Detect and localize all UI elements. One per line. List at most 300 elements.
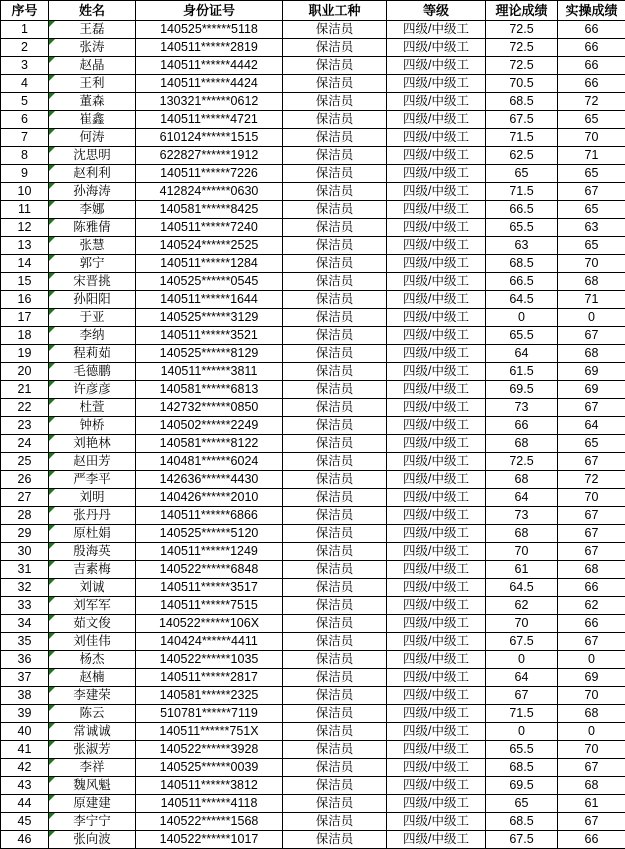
cell-name: 殷海英 bbox=[49, 543, 136, 561]
cell-occupation: 保洁员 bbox=[283, 399, 387, 417]
cell-practical-score: 67 bbox=[558, 525, 625, 543]
cell-name: 崔鑫 bbox=[49, 111, 136, 129]
cell-theory-score: 64.5 bbox=[486, 579, 558, 597]
cell-index: 42 bbox=[1, 759, 49, 777]
cell-theory-score: 65.5 bbox=[486, 219, 558, 237]
cell-id-number: 140525******5120 bbox=[136, 525, 283, 543]
cell-occupation: 保洁员 bbox=[283, 669, 387, 687]
cell-index: 16 bbox=[1, 291, 49, 309]
cell-name: 张向波 bbox=[49, 831, 136, 849]
cell-level: 四级/中级工 bbox=[387, 183, 486, 201]
table-header-row bbox=[1, 1, 625, 21]
cell-occupation: 保洁员 bbox=[283, 723, 387, 741]
table-row bbox=[1, 489, 625, 507]
cell-level: 四级/中级工 bbox=[387, 39, 486, 57]
cell-occupation: 保洁员 bbox=[283, 615, 387, 633]
cell-occupation: 保洁员 bbox=[283, 759, 387, 777]
header-id-number: 身份证号 bbox=[136, 1, 283, 21]
cell-level: 四级/中级工 bbox=[387, 21, 486, 39]
table-row bbox=[1, 273, 625, 291]
cell-theory-score: 70 bbox=[486, 543, 558, 561]
cell-theory-score: 70 bbox=[486, 615, 558, 633]
cell-occupation: 保洁员 bbox=[283, 417, 387, 435]
cell-name: 郭宁 bbox=[49, 255, 136, 273]
cell-name: 吉素梅 bbox=[49, 561, 136, 579]
header-name: 姓名 bbox=[49, 1, 136, 21]
cell-theory-score: 65.5 bbox=[486, 327, 558, 345]
cell-practical-score: 68 bbox=[558, 273, 625, 291]
cell-index: 45 bbox=[1, 813, 49, 831]
cell-level: 四级/中级工 bbox=[387, 651, 486, 669]
cell-index: 4 bbox=[1, 75, 49, 93]
cell-index: 12 bbox=[1, 219, 49, 237]
cell-id-number: 140581******6813 bbox=[136, 381, 283, 399]
table-row bbox=[1, 831, 625, 849]
cell-occupation: 保洁员 bbox=[283, 111, 387, 129]
cell-level: 四级/中级工 bbox=[387, 111, 486, 129]
cell-index: 34 bbox=[1, 615, 49, 633]
table-row bbox=[1, 219, 625, 237]
cell-name: 魏风魁 bbox=[49, 777, 136, 795]
cell-practical-score: 66 bbox=[558, 57, 625, 75]
cell-index: 3 bbox=[1, 57, 49, 75]
cell-level: 四级/中级工 bbox=[387, 237, 486, 255]
cell-occupation: 保洁员 bbox=[283, 471, 387, 489]
cell-id-number: 140511******7226 bbox=[136, 165, 283, 183]
cell-practical-score: 72 bbox=[558, 93, 625, 111]
cell-practical-score: 66 bbox=[558, 21, 625, 39]
cell-occupation: 保洁员 bbox=[283, 831, 387, 849]
table-row bbox=[1, 165, 625, 183]
table-row bbox=[1, 705, 625, 723]
cell-index: 28 bbox=[1, 507, 49, 525]
cell-occupation: 保洁员 bbox=[283, 57, 387, 75]
cell-index: 9 bbox=[1, 165, 49, 183]
cell-id-number: 140511******4424 bbox=[136, 75, 283, 93]
cell-level: 四级/中级工 bbox=[387, 579, 486, 597]
cell-id-number: 622827******1912 bbox=[136, 147, 283, 165]
cell-name: 毛德鹏 bbox=[49, 363, 136, 381]
cell-theory-score: 73 bbox=[486, 507, 558, 525]
cell-practical-score: 64 bbox=[558, 417, 625, 435]
cell-occupation: 保洁员 bbox=[283, 507, 387, 525]
cell-level: 四级/中级工 bbox=[387, 687, 486, 705]
cell-theory-score: 68 bbox=[486, 471, 558, 489]
cell-occupation: 保洁员 bbox=[283, 165, 387, 183]
table-body bbox=[1, 21, 625, 849]
cell-level: 四级/中级工 bbox=[387, 597, 486, 615]
cell-theory-score: 71.5 bbox=[486, 183, 558, 201]
cell-theory-score: 68.5 bbox=[486, 93, 558, 111]
cell-index: 21 bbox=[1, 381, 49, 399]
cell-index: 5 bbox=[1, 93, 49, 111]
cell-practical-score: 66 bbox=[558, 39, 625, 57]
cell-practical-score: 0 bbox=[558, 723, 625, 741]
cell-level: 四级/中级工 bbox=[387, 273, 486, 291]
cell-occupation: 保洁员 bbox=[283, 183, 387, 201]
cell-name: 孙海涛 bbox=[49, 183, 136, 201]
cell-index: 10 bbox=[1, 183, 49, 201]
header-occupation: 职业工种 bbox=[283, 1, 387, 21]
cell-index: 18 bbox=[1, 327, 49, 345]
cell-practical-score: 67 bbox=[558, 399, 625, 417]
cell-practical-score: 67 bbox=[558, 813, 625, 831]
cell-level: 四级/中级工 bbox=[387, 615, 486, 633]
cell-id-number: 610124******1515 bbox=[136, 129, 283, 147]
cell-index: 24 bbox=[1, 435, 49, 453]
cell-name: 刘艳林 bbox=[49, 435, 136, 453]
cell-theory-score: 61.5 bbox=[486, 363, 558, 381]
cell-index: 2 bbox=[1, 39, 49, 57]
cell-theory-score: 69.5 bbox=[486, 381, 558, 399]
cell-theory-score: 0 bbox=[486, 309, 558, 327]
cell-occupation: 保洁员 bbox=[283, 129, 387, 147]
cell-id-number: 140522******1035 bbox=[136, 651, 283, 669]
cell-practical-score: 70 bbox=[558, 129, 625, 147]
cell-index: 39 bbox=[1, 705, 49, 723]
cell-name: 杨杰 bbox=[49, 651, 136, 669]
cell-practical-score: 67 bbox=[558, 183, 625, 201]
cell-level: 四级/中级工 bbox=[387, 795, 486, 813]
cell-level: 四级/中级工 bbox=[387, 813, 486, 831]
cell-id-number: 140511******1644 bbox=[136, 291, 283, 309]
cell-occupation: 保洁员 bbox=[283, 525, 387, 543]
table-row bbox=[1, 759, 625, 777]
cell-name: 刘佳伟 bbox=[49, 633, 136, 651]
cell-index: 26 bbox=[1, 471, 49, 489]
table-row bbox=[1, 201, 625, 219]
cell-name: 刘明 bbox=[49, 489, 136, 507]
cell-level: 四级/中级工 bbox=[387, 723, 486, 741]
cell-name: 王磊 bbox=[49, 21, 136, 39]
cell-practical-score: 69 bbox=[558, 381, 625, 399]
cell-theory-score: 63 bbox=[486, 237, 558, 255]
cell-name: 宋晋挑 bbox=[49, 273, 136, 291]
table-row bbox=[1, 363, 625, 381]
cell-practical-score: 61 bbox=[558, 795, 625, 813]
cell-name: 李建荣 bbox=[49, 687, 136, 705]
cell-id-number: 140511******1284 bbox=[136, 255, 283, 273]
cell-id-number: 140511******3812 bbox=[136, 777, 283, 795]
cell-index: 27 bbox=[1, 489, 49, 507]
cell-name: 张淑芳 bbox=[49, 741, 136, 759]
table-row bbox=[1, 435, 625, 453]
cell-occupation: 保洁员 bbox=[283, 579, 387, 597]
table-row bbox=[1, 543, 625, 561]
cell-level: 四级/中级工 bbox=[387, 75, 486, 93]
cell-occupation: 保洁员 bbox=[283, 21, 387, 39]
cell-occupation: 保洁员 bbox=[283, 705, 387, 723]
table-row bbox=[1, 723, 625, 741]
cell-index: 1 bbox=[1, 21, 49, 39]
table-row bbox=[1, 111, 625, 129]
cell-name: 何涛 bbox=[49, 129, 136, 147]
cell-name: 常诚诚 bbox=[49, 723, 136, 741]
table-row bbox=[1, 183, 625, 201]
cell-id-number: 140522******1017 bbox=[136, 831, 283, 849]
table-row bbox=[1, 633, 625, 651]
cell-level: 四级/中级工 bbox=[387, 93, 486, 111]
cell-practical-score: 68 bbox=[558, 777, 625, 795]
cell-id-number: 140525******8129 bbox=[136, 345, 283, 363]
cell-level: 四级/中级工 bbox=[387, 381, 486, 399]
cell-level: 四级/中级工 bbox=[387, 453, 486, 471]
cell-practical-score: 71 bbox=[558, 291, 625, 309]
cell-name: 茹文俊 bbox=[49, 615, 136, 633]
cell-id-number: 140481******6024 bbox=[136, 453, 283, 471]
cell-id-number: 140511******7240 bbox=[136, 219, 283, 237]
cell-level: 四级/中级工 bbox=[387, 759, 486, 777]
cell-occupation: 保洁员 bbox=[283, 381, 387, 399]
cell-level: 四级/中级工 bbox=[387, 741, 486, 759]
cell-id-number: 140522******106X bbox=[136, 615, 283, 633]
cell-level: 四级/中级工 bbox=[387, 291, 486, 309]
cell-index: 17 bbox=[1, 309, 49, 327]
cell-practical-score: 69 bbox=[558, 363, 625, 381]
cell-index: 40 bbox=[1, 723, 49, 741]
table-row bbox=[1, 687, 625, 705]
cell-id-number: 140511******4118 bbox=[136, 795, 283, 813]
header-level: 等级 bbox=[387, 1, 486, 21]
header-practical-score: 实操成绩 bbox=[558, 1, 625, 21]
cell-occupation: 保洁员 bbox=[283, 651, 387, 669]
table-row bbox=[1, 75, 625, 93]
cell-name: 赵晶 bbox=[49, 57, 136, 75]
cell-level: 四级/中级工 bbox=[387, 363, 486, 381]
cell-occupation: 保洁员 bbox=[283, 309, 387, 327]
cell-level: 四级/中级工 bbox=[387, 669, 486, 687]
cell-occupation: 保洁员 bbox=[283, 255, 387, 273]
cell-occupation: 保洁员 bbox=[283, 327, 387, 345]
cell-level: 四级/中级工 bbox=[387, 165, 486, 183]
cell-occupation: 保洁员 bbox=[283, 363, 387, 381]
cell-occupation: 保洁员 bbox=[283, 147, 387, 165]
cell-id-number: 140511******7515 bbox=[136, 597, 283, 615]
cell-name: 钟桥 bbox=[49, 417, 136, 435]
cell-name: 董森 bbox=[49, 93, 136, 111]
cell-theory-score: 65.5 bbox=[486, 741, 558, 759]
table-row bbox=[1, 741, 625, 759]
cell-practical-score: 66 bbox=[558, 831, 625, 849]
cell-id-number: 140511******2817 bbox=[136, 669, 283, 687]
cell-occupation: 保洁员 bbox=[283, 291, 387, 309]
cell-id-number: 140424******4411 bbox=[136, 633, 283, 651]
cell-theory-score: 64 bbox=[486, 489, 558, 507]
cell-name: 张涛 bbox=[49, 39, 136, 57]
cell-index: 38 bbox=[1, 687, 49, 705]
cell-id-number: 140522******3928 bbox=[136, 741, 283, 759]
cell-name: 程莉茹 bbox=[49, 345, 136, 363]
cell-id-number: 140525******0039 bbox=[136, 759, 283, 777]
cell-level: 四级/中级工 bbox=[387, 57, 486, 75]
cell-theory-score: 68.5 bbox=[486, 813, 558, 831]
cell-id-number: 140511******751X bbox=[136, 723, 283, 741]
cell-theory-score: 67.5 bbox=[486, 111, 558, 129]
table-row bbox=[1, 597, 625, 615]
cell-id-number: 140581******2325 bbox=[136, 687, 283, 705]
cell-level: 四级/中级工 bbox=[387, 633, 486, 651]
table-row bbox=[1, 813, 625, 831]
cell-theory-score: 62 bbox=[486, 597, 558, 615]
cell-level: 四级/中级工 bbox=[387, 435, 486, 453]
cell-occupation: 保洁员 bbox=[283, 813, 387, 831]
table-row bbox=[1, 795, 625, 813]
cell-index: 32 bbox=[1, 579, 49, 597]
cell-practical-score: 62 bbox=[558, 597, 625, 615]
cell-name: 于亚 bbox=[49, 309, 136, 327]
cell-practical-score: 63 bbox=[558, 219, 625, 237]
cell-level: 四级/中级工 bbox=[387, 399, 486, 417]
cell-occupation: 保洁员 bbox=[283, 561, 387, 579]
cell-theory-score: 69.5 bbox=[486, 777, 558, 795]
cell-practical-score: 65 bbox=[558, 435, 625, 453]
table-row bbox=[1, 147, 625, 165]
cell-occupation: 保洁员 bbox=[283, 777, 387, 795]
cell-name: 张慧 bbox=[49, 237, 136, 255]
cell-id-number: 142636******4430 bbox=[136, 471, 283, 489]
cell-index: 11 bbox=[1, 201, 49, 219]
cell-name: 刘军军 bbox=[49, 597, 136, 615]
table-row bbox=[1, 327, 625, 345]
cell-id-number: 140522******1568 bbox=[136, 813, 283, 831]
cell-practical-score: 72 bbox=[558, 471, 625, 489]
cell-theory-score: 71.5 bbox=[486, 129, 558, 147]
cell-id-number: 140525******0545 bbox=[136, 273, 283, 291]
cell-level: 四级/中级工 bbox=[387, 507, 486, 525]
table-row bbox=[1, 651, 625, 669]
cell-theory-score: 72.5 bbox=[486, 39, 558, 57]
header-index: 序号 bbox=[1, 1, 49, 21]
cell-occupation: 保洁员 bbox=[283, 453, 387, 471]
cell-occupation: 保洁员 bbox=[283, 201, 387, 219]
table-row bbox=[1, 21, 625, 39]
cell-practical-score: 68 bbox=[558, 345, 625, 363]
cell-name: 严李平 bbox=[49, 471, 136, 489]
table-row bbox=[1, 669, 625, 687]
cell-theory-score: 61 bbox=[486, 561, 558, 579]
table-row bbox=[1, 471, 625, 489]
cell-occupation: 保洁员 bbox=[283, 39, 387, 57]
cell-id-number: 130321******0612 bbox=[136, 93, 283, 111]
cell-practical-score: 71 bbox=[558, 147, 625, 165]
cell-name: 孙阳阳 bbox=[49, 291, 136, 309]
cell-theory-score: 68.5 bbox=[486, 255, 558, 273]
cell-theory-score: 66 bbox=[486, 417, 558, 435]
cell-level: 四级/中级工 bbox=[387, 309, 486, 327]
cell-occupation: 保洁员 bbox=[283, 219, 387, 237]
cell-index: 20 bbox=[1, 363, 49, 381]
cell-level: 四级/中级工 bbox=[387, 417, 486, 435]
cell-practical-score: 66 bbox=[558, 579, 625, 597]
cell-occupation: 保洁员 bbox=[283, 795, 387, 813]
cell-level: 四级/中级工 bbox=[387, 471, 486, 489]
cell-index: 46 bbox=[1, 831, 49, 849]
cell-index: 31 bbox=[1, 561, 49, 579]
cell-occupation: 保洁员 bbox=[283, 435, 387, 453]
cell-index: 14 bbox=[1, 255, 49, 273]
cell-level: 四级/中级工 bbox=[387, 543, 486, 561]
table-row bbox=[1, 777, 625, 795]
cell-occupation: 保洁员 bbox=[283, 543, 387, 561]
cell-id-number: 142732******0850 bbox=[136, 399, 283, 417]
table-row bbox=[1, 507, 625, 525]
cell-name: 赵利利 bbox=[49, 165, 136, 183]
cell-id-number: 140511******3521 bbox=[136, 327, 283, 345]
cell-name: 李娜 bbox=[49, 201, 136, 219]
cell-practical-score: 70 bbox=[558, 687, 625, 705]
cell-practical-score: 65 bbox=[558, 237, 625, 255]
cell-name: 赵楠 bbox=[49, 669, 136, 687]
cell-practical-score: 65 bbox=[558, 201, 625, 219]
cell-name: 李宁宁 bbox=[49, 813, 136, 831]
cell-id-number: 140525******3129 bbox=[136, 309, 283, 327]
cell-level: 四级/中级工 bbox=[387, 201, 486, 219]
cell-index: 15 bbox=[1, 273, 49, 291]
cell-id-number: 140581******8122 bbox=[136, 435, 283, 453]
table-row bbox=[1, 345, 625, 363]
cell-practical-score: 68 bbox=[558, 561, 625, 579]
cell-theory-score: 70.5 bbox=[486, 75, 558, 93]
table-row bbox=[1, 237, 625, 255]
cell-index: 35 bbox=[1, 633, 49, 651]
cell-id-number: 140511******1249 bbox=[136, 543, 283, 561]
cell-name: 原杜娟 bbox=[49, 525, 136, 543]
cell-practical-score: 70 bbox=[558, 255, 625, 273]
cell-name: 张丹丹 bbox=[49, 507, 136, 525]
cell-practical-score: 70 bbox=[558, 741, 625, 759]
cell-id-number: 140522******6848 bbox=[136, 561, 283, 579]
cell-id-number: 140511******3811 bbox=[136, 363, 283, 381]
cell-index: 44 bbox=[1, 795, 49, 813]
cell-theory-score: 66.5 bbox=[486, 273, 558, 291]
table-row bbox=[1, 57, 625, 75]
cell-occupation: 保洁员 bbox=[283, 597, 387, 615]
cell-theory-score: 67 bbox=[486, 687, 558, 705]
cell-id-number: 140581******8425 bbox=[136, 201, 283, 219]
cell-index: 37 bbox=[1, 669, 49, 687]
cell-practical-score: 67 bbox=[558, 543, 625, 561]
cell-theory-score: 0 bbox=[486, 651, 558, 669]
cell-level: 四级/中级工 bbox=[387, 561, 486, 579]
header-theory-score: 理论成绩 bbox=[486, 1, 558, 21]
cell-theory-score: 66.5 bbox=[486, 201, 558, 219]
cell-index: 8 bbox=[1, 147, 49, 165]
cell-theory-score: 71.5 bbox=[486, 705, 558, 723]
table-row bbox=[1, 453, 625, 471]
cell-index: 29 bbox=[1, 525, 49, 543]
cell-occupation: 保洁员 bbox=[283, 93, 387, 111]
cell-practical-score: 65 bbox=[558, 111, 625, 129]
cell-occupation: 保洁员 bbox=[283, 75, 387, 93]
cell-index: 19 bbox=[1, 345, 49, 363]
cell-theory-score: 62.5 bbox=[486, 147, 558, 165]
cell-theory-score: 73 bbox=[486, 399, 558, 417]
cell-name: 李纳 bbox=[49, 327, 136, 345]
table-row bbox=[1, 39, 625, 57]
cell-index: 30 bbox=[1, 543, 49, 561]
cell-level: 四级/中级工 bbox=[387, 129, 486, 147]
cell-name: 原建建 bbox=[49, 795, 136, 813]
cell-level: 四级/中级工 bbox=[387, 777, 486, 795]
cell-level: 四级/中级工 bbox=[387, 705, 486, 723]
cell-index: 23 bbox=[1, 417, 49, 435]
cell-index: 6 bbox=[1, 111, 49, 129]
cell-index: 13 bbox=[1, 237, 49, 255]
cell-theory-score: 72.5 bbox=[486, 453, 558, 471]
cell-level: 四级/中级工 bbox=[387, 831, 486, 849]
cell-practical-score: 0 bbox=[558, 651, 625, 669]
cell-practical-score: 66 bbox=[558, 75, 625, 93]
